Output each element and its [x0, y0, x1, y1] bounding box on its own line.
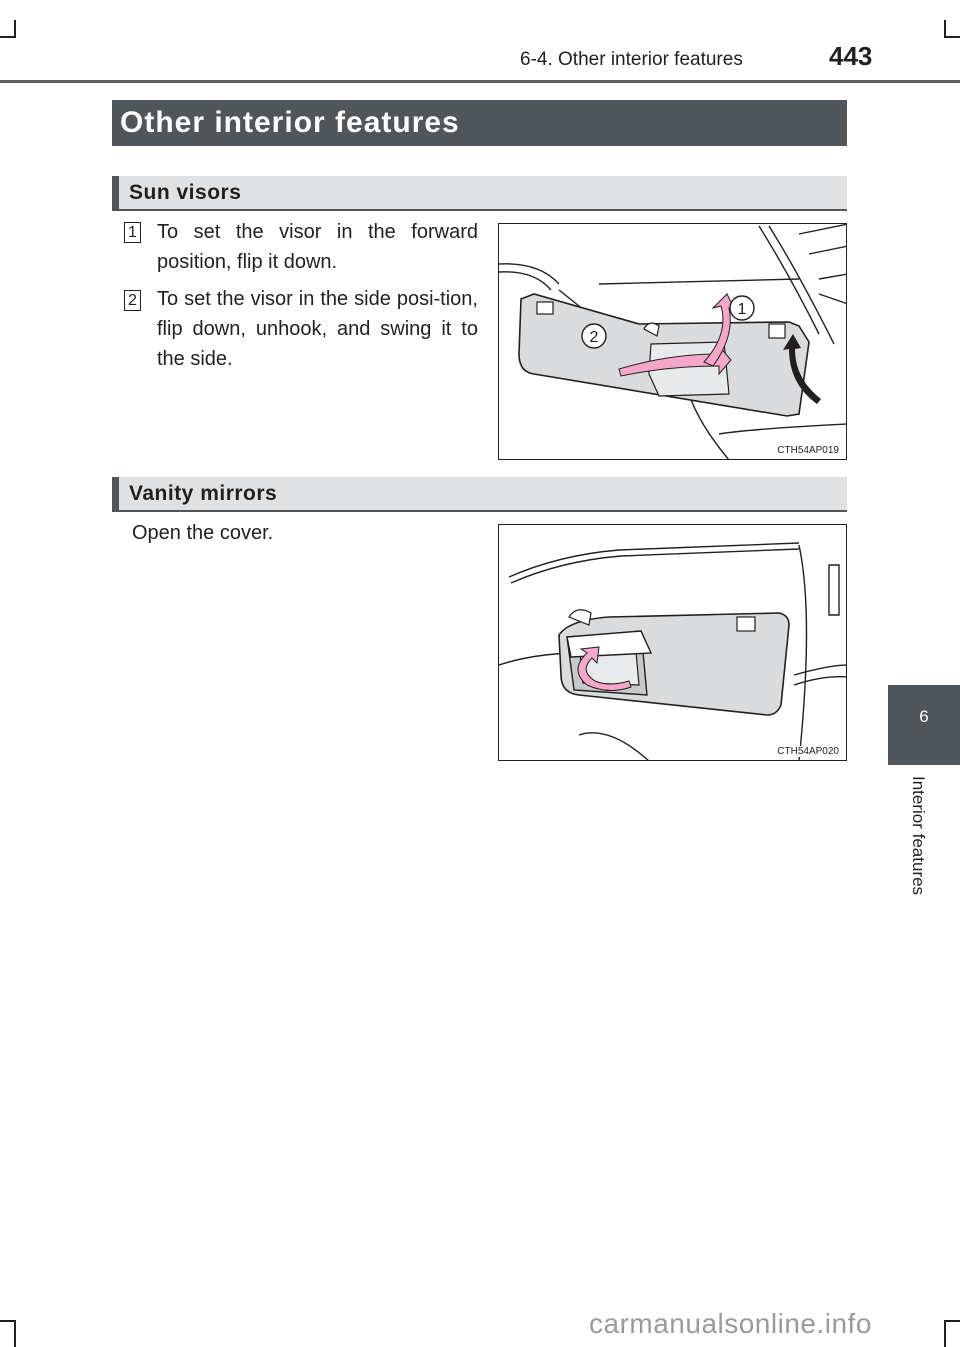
- step-text-2: To set the visor in the side posi-tion, flip down, unhook, and swing it to the side.: [157, 288, 478, 370]
- sun-visor-illustration: [498, 223, 847, 460]
- callout-1: 1: [737, 301, 747, 318]
- section-marker: [112, 176, 119, 209]
- section-marker: [112, 477, 119, 510]
- chapter-tab: [888, 685, 960, 765]
- section-heading-text: Sun visors: [129, 181, 242, 204]
- figure-code: CTH54AP019: [777, 445, 839, 456]
- sun-visor-drawing: [499, 224, 847, 460]
- section-heading-text: Vanity mirrors: [129, 482, 278, 505]
- crop-mark: [944, 1320, 946, 1347]
- vanity-mirror-illustration: [498, 524, 847, 761]
- watermark: carmanualsonline.info: [589, 1308, 872, 1339]
- section-heading-vanity-mirrors: [112, 477, 847, 512]
- crop-mark: [0, 36, 16, 38]
- vanity-mirror-drawing: [499, 525, 847, 761]
- figure-code: CTH54AP020: [777, 746, 839, 757]
- callout-2: 2: [589, 329, 599, 346]
- page-number: 443: [829, 41, 873, 71]
- running-header-section: 6-4. Other interior features: [520, 49, 743, 70]
- chapter-label: [908, 776, 930, 916]
- vanity-mirror-instruction: Open the cover.: [132, 522, 274, 544]
- crop-mark: [0, 1320, 16, 1322]
- step-number-2: 2: [124, 290, 141, 311]
- page-title: Other interior features: [112, 100, 847, 146]
- header-rule: [0, 80, 960, 83]
- step-number-1: 1: [124, 222, 141, 243]
- section-heading-sun-visors: [112, 176, 847, 211]
- crop-mark: [944, 36, 960, 38]
- step-text-1: To set the visor in the forward position, flip it down.: [157, 221, 478, 273]
- crop-mark: [14, 1320, 16, 1347]
- crop-mark: [944, 1320, 960, 1322]
- chapter-label-text: Interior features: [909, 776, 928, 896]
- chapter-number: 6: [919, 707, 929, 726]
